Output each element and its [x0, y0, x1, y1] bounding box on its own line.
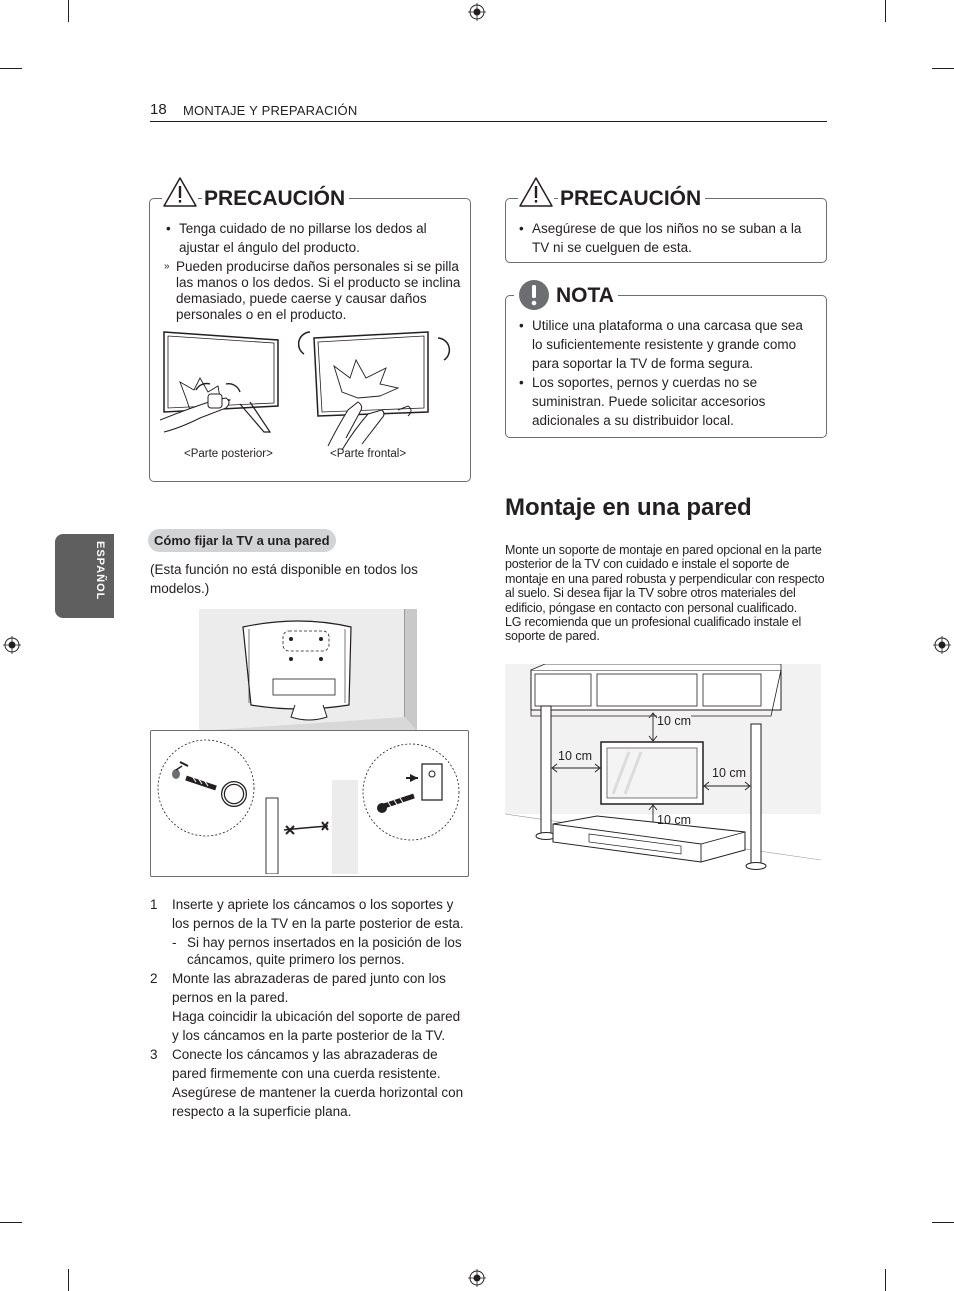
step-dash-text: Si hay pernos insertados en la posición de los cáncamos, quite primero los pernos. — [187, 935, 462, 967]
warning-triangle-icon — [162, 176, 198, 208]
wall-mount-paragraph — [505, 543, 835, 644]
wall-fix-label: Cómo fijar la TV a una pared — [148, 529, 336, 552]
exclamation-circle-icon — [514, 278, 554, 312]
caution-left-sub-text: Pueden producirse daños personales si se pilla las manos o los dedos. Si el producto se inclina demasiado, puede caerse y causar daños personales o en el producto. — [176, 259, 461, 322]
clearance-left-label: 10 cm — [558, 749, 593, 763]
step-text: Conecte los cáncamos y las abrazaderas de pared firmemente con una cuerda resistente. — [172, 1047, 441, 1081]
step-number: 1 — [150, 897, 158, 912]
caution-left-bullet: • Tenga cuidado de no pillarse los dedos al ajustar el ángulo del producto. — [165, 219, 455, 257]
tv-back-illustration — [160, 328, 285, 438]
registration-mark-icon — [933, 636, 951, 654]
tv-front-illustration — [298, 326, 456, 450]
note-title: NOTA — [554, 284, 618, 308]
language-tab — [55, 534, 114, 618]
crop-mark — [68, 0, 69, 22]
wall-mount-clearance-illustration — [505, 664, 821, 874]
wall-fix-steps — [150, 895, 465, 1121]
step-number: 2 — [150, 971, 158, 986]
caution-title-right: PRECAUCIÓN — [558, 187, 705, 211]
step-text: Monte las abrazaderas de pared junto con los pernos en la pared. — [172, 971, 446, 1005]
step-item — [150, 895, 465, 968]
wall-bracket-illustration — [152, 732, 466, 874]
language-tab-label: ESPAÑOL — [94, 541, 106, 601]
clearance-top-label: 10 cm — [657, 714, 692, 728]
caution-right-bullet: • Asegúrese de que los niños no se suban a la TV ni se cuelguen de esta. — [518, 219, 813, 257]
dash-marker: - — [172, 935, 177, 950]
wall-fix-note: (Esta función no está disponible en todos los modelos.) — [150, 562, 418, 596]
crop-mark — [885, 0, 886, 22]
registration-mark-icon — [3, 636, 21, 654]
wall-mount-paragraph-2: LG recomienda que un profesional cualificado instale el soporte de pared. — [505, 615, 802, 644]
clearance-bottom-label: 10 cm — [657, 813, 692, 827]
wall-mount-paragraph-1: Monte un soporte de montaje en pared opcional en la parte posterior de la TV con cuidado e instale el soporte de montaje en una pared robusta y perpendicular con respecto al suelo. Si desea fijar la TV sobre otros materiales del edificio, póngase en contacto con personal cualificado. — [505, 543, 825, 615]
registration-mark-icon — [468, 3, 486, 21]
crop-mark — [932, 1222, 954, 1223]
step-text: Inserte y apriete los cáncamos o los soportes y los pernos de la TV en la parte posterior de esta. — [172, 897, 464, 931]
caution-title-left: PRECAUCIÓN — [202, 187, 349, 211]
wall-mount-heading: Montaje en una pared — [505, 494, 752, 521]
section-title: MONTAJE Y PREPARACIÓN — [183, 103, 358, 118]
crop-mark — [885, 1269, 886, 1291]
note-bullet: • Utilice una plataforma o una carcasa que sea lo suficientemente resistente y grande como para soportar la TV de forma segura. — [518, 316, 813, 373]
crop-mark — [0, 1222, 22, 1223]
caution-right-list — [518, 219, 813, 257]
step-dash-note — [172, 934, 465, 968]
crop-mark — [68, 1269, 69, 1291]
crop-mark — [0, 68, 22, 69]
sub-bullet-marker-icon: » — [164, 261, 170, 272]
caption-back: <Parte posterior> — [184, 448, 273, 460]
step-number: 3 — [150, 1047, 158, 1062]
registration-mark-icon — [468, 1269, 486, 1287]
caption-front: <Parte frontal> — [330, 448, 407, 460]
crop-mark — [932, 68, 954, 69]
clearance-right-label: 10 cm — [712, 766, 747, 780]
header-divider — [150, 121, 827, 122]
caution-left-sub-bullet — [164, 259, 476, 323]
tv-rear-wall-illustration — [199, 609, 417, 731]
caution-left-list — [165, 219, 455, 257]
note-bullet: • Los soportes, pernos y cuerdas no se suministran. Puede solicitar accesorios adicionales a su distribuidor local. — [518, 373, 813, 430]
step-extra: Asegúrese de mantener la cuerda horizontal con respecto a la superficie plana. — [172, 1085, 464, 1119]
step-item — [150, 1045, 465, 1121]
note-list — [518, 316, 813, 430]
step-extra: Haga coincidir la ubicación del soporte de pared y los cáncamos en la parte posterior de la TV. — [172, 1009, 461, 1043]
step-item — [150, 969, 465, 1045]
page-number: 18 — [150, 101, 167, 118]
warning-triangle-icon — [518, 176, 554, 208]
